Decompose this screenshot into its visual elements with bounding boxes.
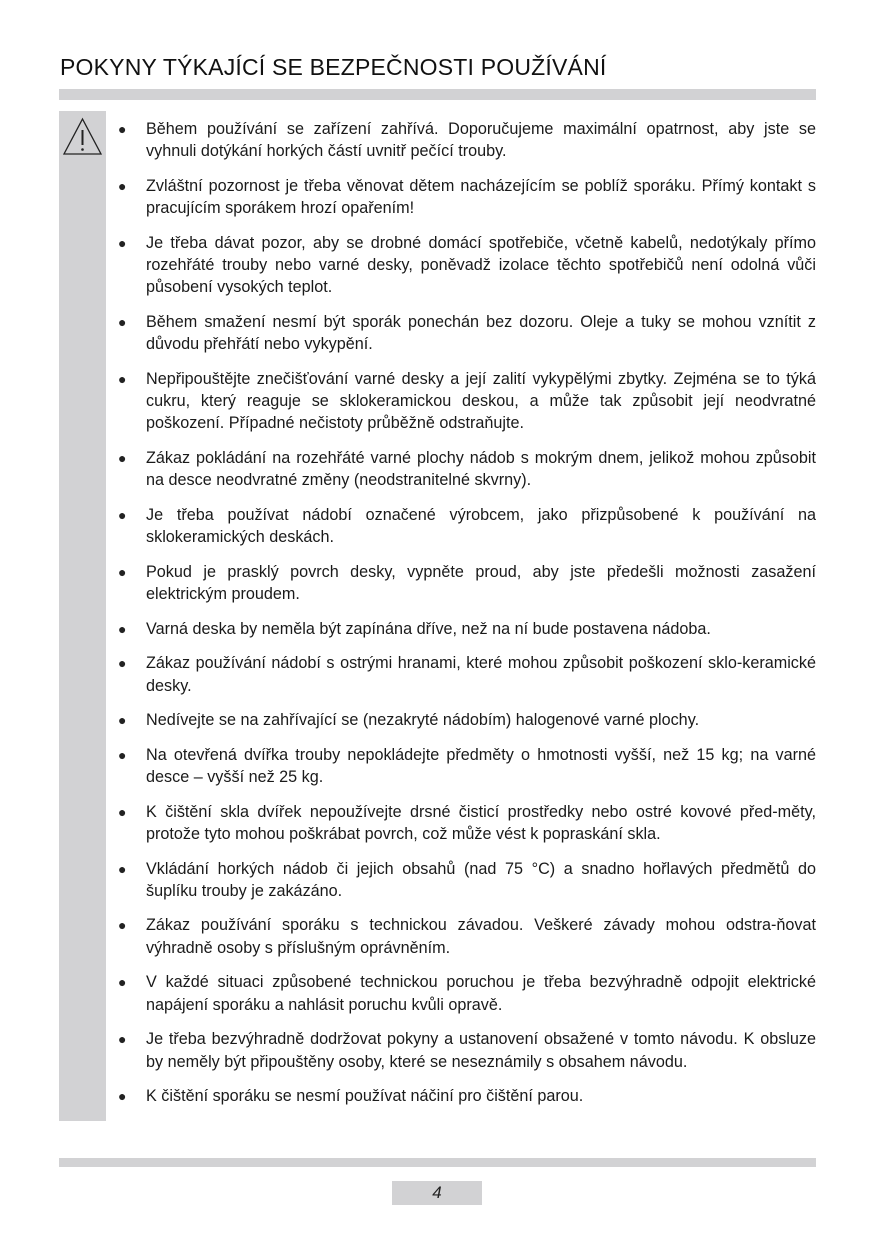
list-item: [116, 311, 816, 356]
bullet-icon: ●: [118, 712, 127, 729]
list-item: [116, 858, 816, 903]
bullet-icon: ●: [118, 746, 127, 763]
bullet-icon: ●: [118, 655, 127, 672]
safety-instructions-list: [116, 118, 816, 1120]
bullet-icon: ●: [118, 563, 127, 580]
bullet-icon: ●: [118, 177, 127, 194]
list-item-text: Během používání se zařízení zahřívá. Doporučujeme maximální opatrnost, aby jste se vyhnuli dotýkání horkých částí uvnitř pečící trouby.: [146, 120, 816, 161]
list-item-text: Zvláštní pozornost je třeba věnovat dětem nacházejícím se poblíž sporáku. Přímý kontakt s pracujícím sporákem hrozí opařením!: [146, 176, 816, 218]
warning-sidebar: [59, 111, 106, 1121]
top-divider: [59, 89, 816, 100]
bullet-icon: ●: [118, 1031, 127, 1048]
bullet-icon: ●: [118, 803, 127, 820]
bullet-icon: ●: [118, 313, 127, 330]
list-item: [116, 1085, 816, 1107]
list-item-text: Během smažení nesmí být sporák ponechán bez dozoru. Oleje a tuky se mohou vznítit z důvodu přehřátí nebo vykypění.: [146, 312, 816, 354]
list-item: [116, 561, 816, 606]
list-item: [116, 914, 816, 959]
bullet-icon: ●: [118, 234, 127, 251]
bullet-icon: ●: [118, 860, 127, 877]
list-item-text: Nepřipouštějte znečišťování varné desky a její zalití vykypělými zbytky. Zejména se to týká cukru, který reaguje se sklokeramickou deskou, a může tak způsobit její neodvratné poškození. Případné nečistoty průběžně odstraňujte.: [146, 369, 816, 433]
list-item-text: Zákaz používání sporáku s technickou závadou. Veškeré závady mohou odstra-ňovat výhradně osoby s příslušným oprávněním.: [146, 916, 816, 957]
bullet-icon: ●: [118, 1088, 127, 1105]
list-item-text: Varná deska by neměla být zapínána dříve, než na ní bude postavena nádoba.: [146, 619, 711, 638]
list-item-text: K čištění sporáku se nesmí používat náčiní pro čištění parou.: [146, 1087, 584, 1106]
list-item-text: Je třeba dávat pozor, aby se drobné domácí spotřebiče, včetně kabelů, nedotýkaly přímo rozehřáté trouby nebo varné desky, poněvadž izolace těchto spotřebičů není odolná vůči působení vysokých teplot.: [146, 233, 816, 297]
list-item-text: Je třeba používat nádobí označené výrobcem, jako přizpůsobené k používání na sklokeramických deskách.: [146, 505, 816, 547]
list-item-text: K čištění skla dvířek nepoužívejte drsné čisticí prostředky nebo ostré kovové před-měty, protože tyto mohou poškrábat povrch, což může vést k popraskání skla.: [146, 802, 816, 843]
bullet-icon: ●: [118, 506, 127, 523]
list-item-text: V každé situaci způsobené technickou poruchou je třeba bezvýhradně odpojit elektrické napájení sporáku a nahlásit poruchu kvůli opravě.: [146, 973, 816, 1014]
warning-triangle-icon: [59, 114, 106, 160]
list-item: [116, 447, 816, 492]
list-item-text: Nedívejte se na zahřívající se (nezakryté nádobím) halogenové varné plochy.: [146, 711, 700, 730]
list-item-text: Zákaz pokládání na rozehřáté varné plochy nádob s mokrým dnem, jelikož mohou způsobit na desce neodvratné změny (neodstranitelné skvrny).: [146, 449, 816, 490]
list-item: [116, 801, 816, 846]
list-item-text: Vkládání horkých nádob či jejich obsahů (nad 75 °C) a snadno hořlavých předmětů do šuplíku trouby je zakázáno.: [146, 859, 816, 900]
bullet-icon: ●: [118, 121, 127, 137]
list-item-text: Je třeba bezvýhradně dodržovat pokyny a ustanovení obsažené v tomto návodu. K obsluze by neměly být připouštěny osoby, které se neseznámily s obsahem návodu.: [146, 1030, 816, 1071]
bullet-icon: ●: [118, 450, 127, 467]
list-item: [116, 175, 816, 220]
list-item: [116, 232, 816, 299]
list-item: [116, 652, 816, 697]
list-item: [116, 618, 816, 640]
page-number: 4: [392, 1181, 482, 1205]
page-title: POKYNY TÝKAJÍCÍ SE BEZPEČNOSTI POUŽÍVÁNÍ: [60, 54, 607, 80]
list-item: [116, 368, 816, 435]
list-item: [116, 709, 816, 731]
bullet-icon: ●: [118, 620, 127, 637]
bullet-icon: ●: [118, 917, 127, 934]
bullet-icon: ●: [118, 974, 127, 991]
list-item-text: Pokud je prasklý povrch desky, vypněte proud, aby jste předešli možnosti zasažení elektrickým proudem.: [146, 562, 816, 604]
bottom-divider: [59, 1158, 816, 1167]
list-item: [116, 744, 816, 789]
bullet-icon: ●: [118, 370, 127, 387]
list-item-text: Zákaz používání nádobí s ostrými hranami, které mohou způsobit poškození sklo-keramické desky.: [146, 654, 816, 695]
list-item: [116, 1028, 816, 1073]
list-item: [116, 971, 816, 1016]
list-item-text: Na otevřená dvířka trouby nepokládejte předměty o hmotnosti vyšší, než 15 kg; na varné desce – vyšší než 25 kg.: [146, 745, 816, 787]
list-item: [116, 118, 816, 163]
list-item: [116, 504, 816, 549]
